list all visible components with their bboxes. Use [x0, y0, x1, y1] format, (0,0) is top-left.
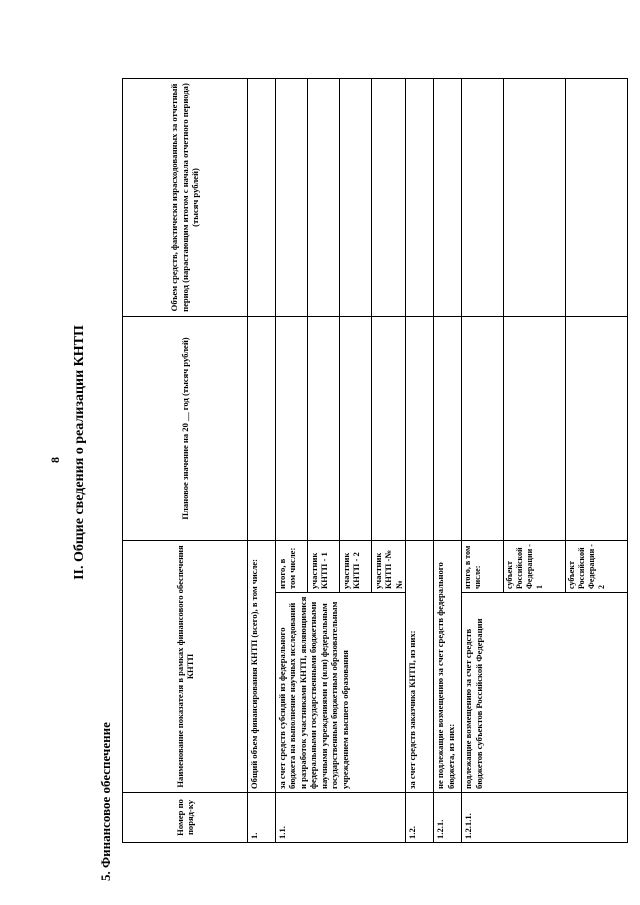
row-actual-cell — [372, 79, 406, 317]
row-subitem: участник КНТП - 1 — [308, 541, 340, 593]
row-subitem: участник КНТП - 2 — [340, 541, 372, 593]
row-subitem: субъект Российской Федерации - 1 — [504, 541, 566, 593]
row-plan-cell — [462, 317, 504, 541]
row-plan-cell — [406, 317, 434, 541]
row-subitem: итого, в том числе: — [462, 541, 504, 593]
table-row — [276, 79, 308, 843]
row-actual-cell — [504, 79, 566, 317]
row-actual-cell — [406, 79, 434, 317]
row-number: 1.2.1.1. — [462, 793, 628, 843]
row-number: 1.1. — [276, 793, 406, 843]
header-plan: Плановое значение на 20 __ год (тысяч рублей) — [123, 317, 248, 541]
row-number: 1.2.1. — [434, 793, 462, 843]
row-number: 1. — [248, 793, 276, 843]
row-actual-cell — [340, 79, 372, 317]
row-name: не подлежащие возмещению за счет средств федерального бюджета, из них: — [434, 541, 462, 793]
row-plan-cell — [566, 317, 628, 541]
row-number: 1.2. — [406, 793, 434, 843]
header-actual: Объем средств, фактически израсходованных за отчетный период (нарастающим итогом с начала отчетного периода) (тысяч рублей) — [123, 79, 248, 317]
row-plan-cell — [504, 317, 566, 541]
row-name: подлежащие возмещению за счет средств бюджетов субъектов Российской Федерации — [462, 593, 628, 793]
table-row — [248, 79, 276, 843]
table-row — [434, 79, 462, 843]
header-number: Номер по поряд-ку — [123, 793, 248, 843]
row-plan-cell — [372, 317, 406, 541]
header-name: Наименование показателя в рамках финансового обеспечения КНТП — [123, 541, 248, 793]
table-row — [462, 79, 504, 843]
row-actual-cell — [462, 79, 504, 317]
row-actual-cell — [308, 79, 340, 317]
financing-table — [122, 78, 628, 843]
row-plan-cell — [308, 317, 340, 541]
row-plan-cell — [248, 317, 276, 541]
row-subitem: итого, в том числе: — [276, 541, 308, 593]
row-actual-cell — [434, 79, 462, 317]
section-title: II. Общие сведения о реализации КНТП — [72, 325, 87, 580]
row-name: Общий объем финансирования КНТП (всего), в том числе: — [248, 541, 276, 793]
row-subitem: субъект Российской Федерации - 2 — [566, 541, 628, 593]
subsection-title: 5. Финансовое обеспечение — [98, 722, 113, 881]
row-actual-cell — [566, 79, 628, 317]
row-name: за счет средств заказчика КНТП, из них: — [406, 541, 434, 793]
table-row — [406, 79, 434, 843]
row-plan-cell — [434, 317, 462, 541]
table-header-row — [123, 79, 248, 843]
row-actual-cell — [276, 79, 308, 317]
row-plan-cell — [276, 317, 308, 541]
row-plan-cell — [340, 317, 372, 541]
row-subitem: участник КНТП -№№ — [372, 541, 406, 593]
row-name: за счет средств субсидий из федерального бюджета на выполнение научных исследований и разработок участниками КНТП, являющимися федеральными государственными бюджетными научными учреждениями и (или) федеральным государственным бюджетным образовательным учреждением высшего образования — [276, 593, 406, 793]
row-actual-cell — [248, 79, 276, 317]
page-number: 8 — [48, 457, 62, 463]
